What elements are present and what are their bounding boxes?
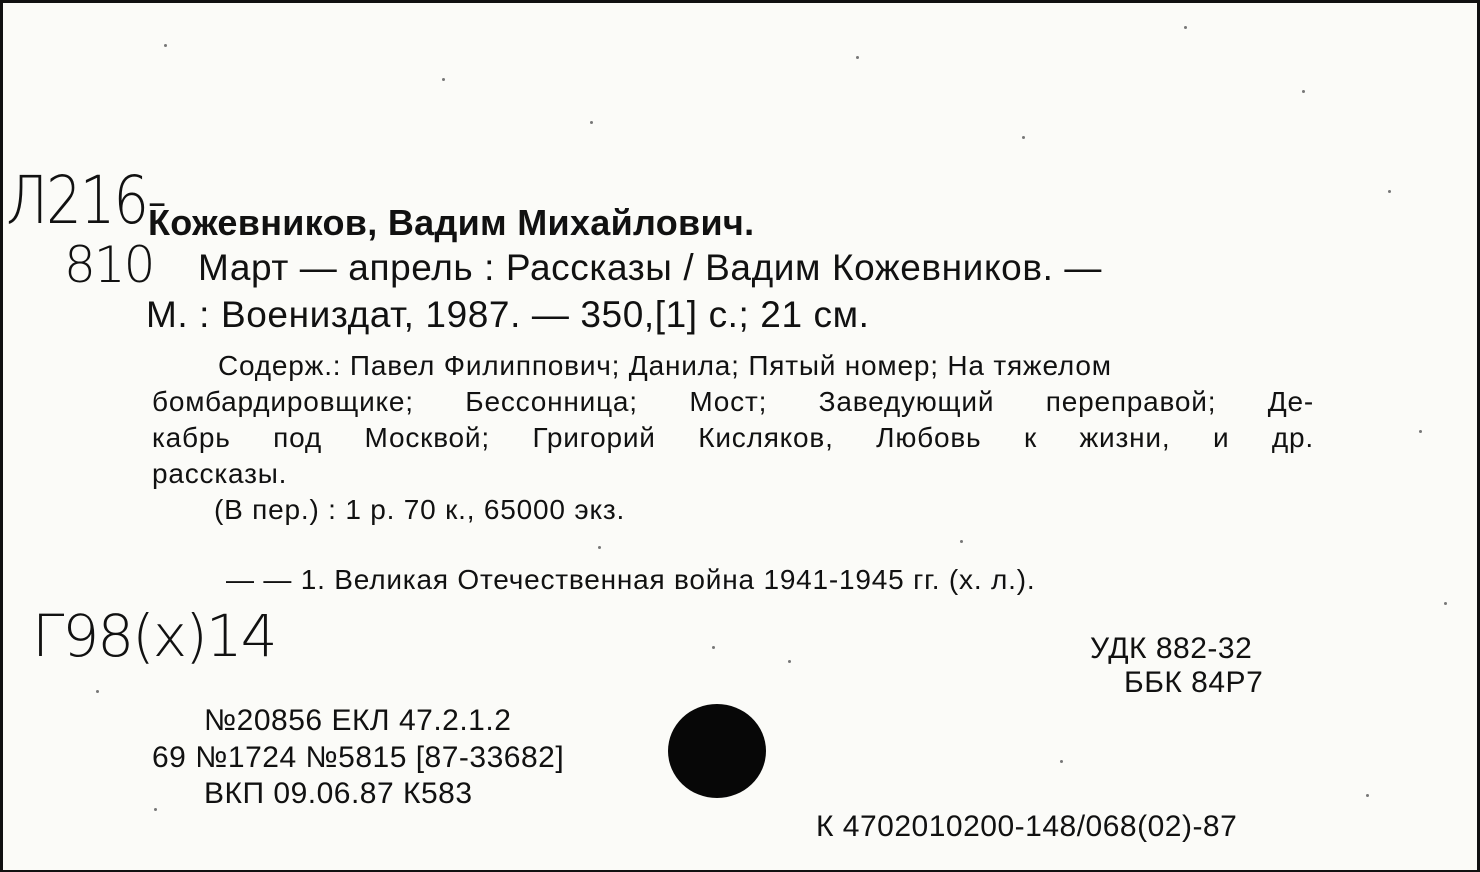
registration-line-1: №20856 ЕКЛ 47.2.1.2 (204, 704, 512, 737)
registration-line-2: 69 №1724 №5815 [87-33682] (152, 741, 565, 774)
card-punch-hole (668, 704, 766, 798)
udk-code: УДК 882-32 (1090, 632, 1253, 665)
subject-heading: — — 1. Великая Отечественная война 1941-1945 гг. (х. л.). (226, 564, 1036, 595)
price-statement: (В пер.) : 1 р. 70 к., 65000 экз. (214, 494, 626, 525)
author-heading: Кожевников, Вадим Михайлович. (148, 202, 755, 243)
handwritten-class-mark: Г98(х)14 (32, 602, 276, 670)
handwritten-shelf-number: 810 (64, 236, 154, 294)
contents-line-2: бомбардировщике; Бессонница; Мост; Заведующий переправой; Де- (152, 386, 1314, 417)
contents-line-4: рассказы. (152, 458, 288, 489)
handwritten-shelf-mark: Л216- (6, 163, 166, 240)
bbk-code: ББК 84Р7 (1124, 666, 1264, 699)
registration-line-3: ВКП 09.06.87 К583 (204, 777, 473, 810)
imprint-statement: М. : Воениздат, 1987. — 350,[1] с.; 21 см. (146, 294, 870, 335)
contents-line-1: Содерж.: Павел Филиппович; Данила; Пятый номер; На тяжелом (218, 350, 1112, 381)
contents-line-3: кабрь под Москвой; Григорий Кисляков, Любовь к жизни, и др. (152, 422, 1314, 453)
title-statement: Март — апрель : Рассказы / Вадим Кожевников. — (198, 247, 1102, 288)
catalog-code: К 4702010200-148/068(02)-87 (816, 810, 1238, 843)
card-top-border (0, 0, 1480, 3)
card-left-border (0, 0, 3, 872)
